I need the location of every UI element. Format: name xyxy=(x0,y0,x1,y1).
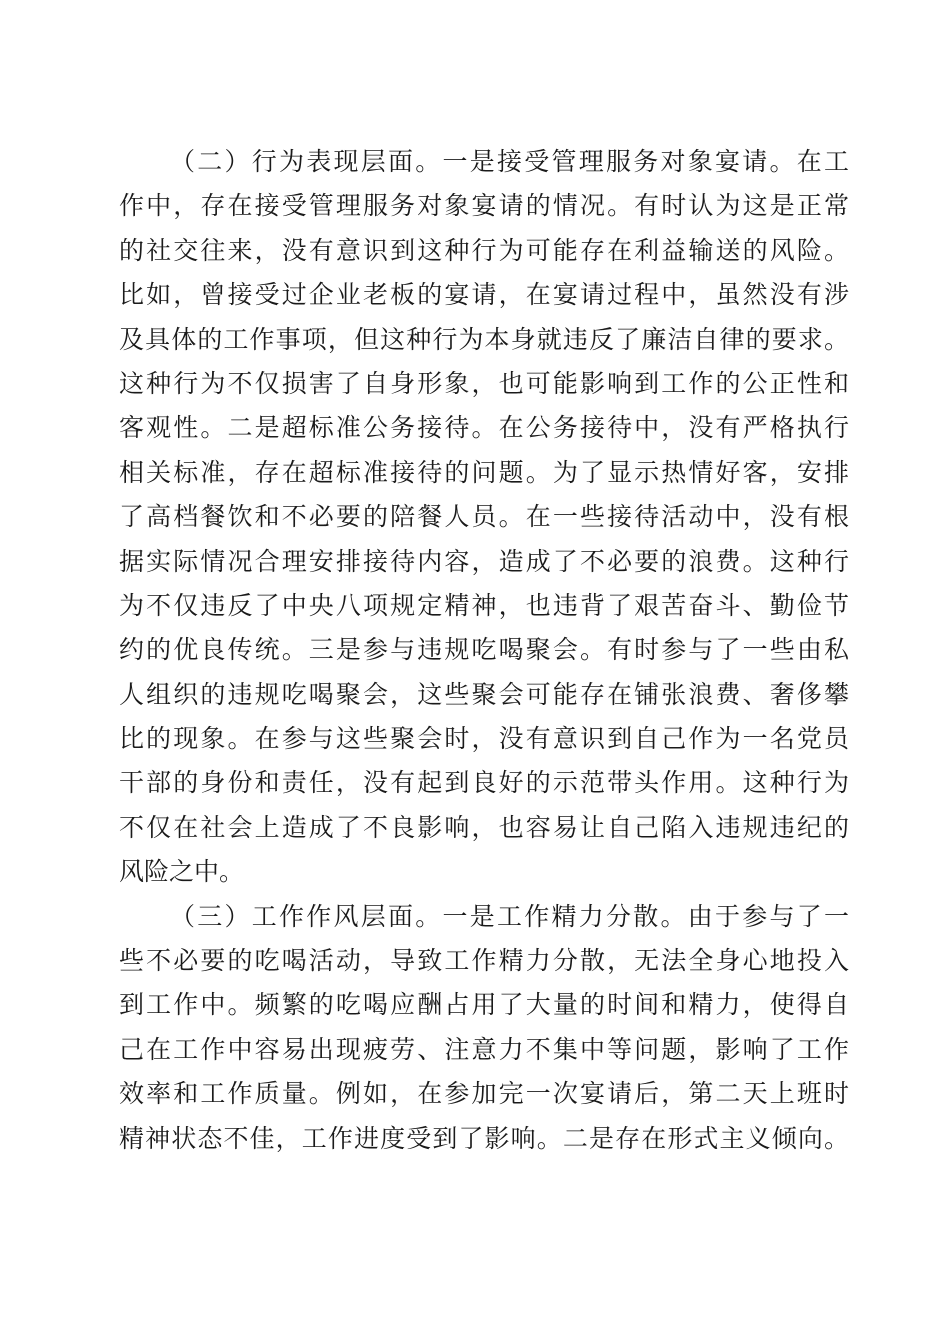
paragraph-1-line-6: 这种行为不仅损害了自身形象，也可能影响到工作的公正性和 xyxy=(119,368,849,398)
paragraph-2-line-1: （三）工作作风层面。一是工作精力分散。由于参与了一 xyxy=(170,901,849,931)
paragraph-1-line-5: 及具体的工作事项，但这种行为本身就违反了廉洁自律的要求。 xyxy=(119,324,849,354)
paragraph-1-line-2: 作中，存在接受管理服务对象宴请的情况。有时认为这是正常 xyxy=(119,191,849,221)
paragraph-1-line-12: 约的优良传统。三是参与违规吃喝聚会。有时参与了一些由私 xyxy=(119,635,849,665)
paragraph-1-line-13: 人组织的违规吃喝聚会，这些聚会可能存在铺张浪费、奢侈攀 xyxy=(119,679,849,709)
paragraph-1-line-3: 的社交往来，没有意识到这种行为可能存在利益输送的风险。 xyxy=(119,235,849,265)
paragraph-1-line-10: 据实际情况合理安排接待内容，造成了不必要的浪费。这种行 xyxy=(119,546,849,576)
paragraph-2-line-5: 效率和工作质量。例如，在参加完一次宴请后，第二天上班时 xyxy=(119,1079,849,1109)
paragraph-1-line-9: 了高档餐饮和不必要的陪餐人员。在一些接待活动中，没有根 xyxy=(119,502,849,532)
paragraph-1-line-4: 比如，曾接受过企业老板的宴请，在宴请过程中，虽然没有涉 xyxy=(119,280,849,310)
paragraph-1-line-11: 为不仅违反了中央八项规定精神，也违背了艰苦奋斗、勤俭节 xyxy=(119,590,849,620)
paragraph-2-line-6: 精神状态不佳，工作进度受到了影响。二是存在形式主义倾向。 xyxy=(119,1123,849,1153)
paragraph-1-line-15: 干部的身份和责任，没有起到良好的示范带头作用。这种行为 xyxy=(119,768,849,798)
paragraph-1-line-14: 比的现象。在参与这些聚会时，没有意识到自己作为一名党员 xyxy=(119,724,849,754)
paragraph-1-line-7: 客观性。二是超标准公务接待。在公务接待中，没有严格执行 xyxy=(119,413,849,443)
paragraph-1-line-1: （二）行为表现层面。一是接受管理服务对象宴请。在工 xyxy=(170,147,849,176)
paragraph-1-line-17: 风险之中。 xyxy=(119,857,245,887)
paragraph-1-line-8: 相关标准，存在超标准接待的问题。为了显示热情好客，安排 xyxy=(119,457,849,487)
paragraph-2-line-3: 到工作中。频繁的吃喝应酬占用了大量的时间和精力，使得自 xyxy=(119,990,849,1020)
paragraph-2-line-4: 己在工作中容易出现疲劳、注意力不集中等问题，影响了工作 xyxy=(119,1034,849,1064)
paragraph-2-line-2: 些不必要的吃喝活动，导致工作精力分散，无法全身心地投入 xyxy=(119,946,849,976)
paragraph-1-line-16: 不仅在社会上造成了不良影响，也容易让自己陷入违规违纪的 xyxy=(119,812,849,842)
document-body xyxy=(119,140,849,1161)
